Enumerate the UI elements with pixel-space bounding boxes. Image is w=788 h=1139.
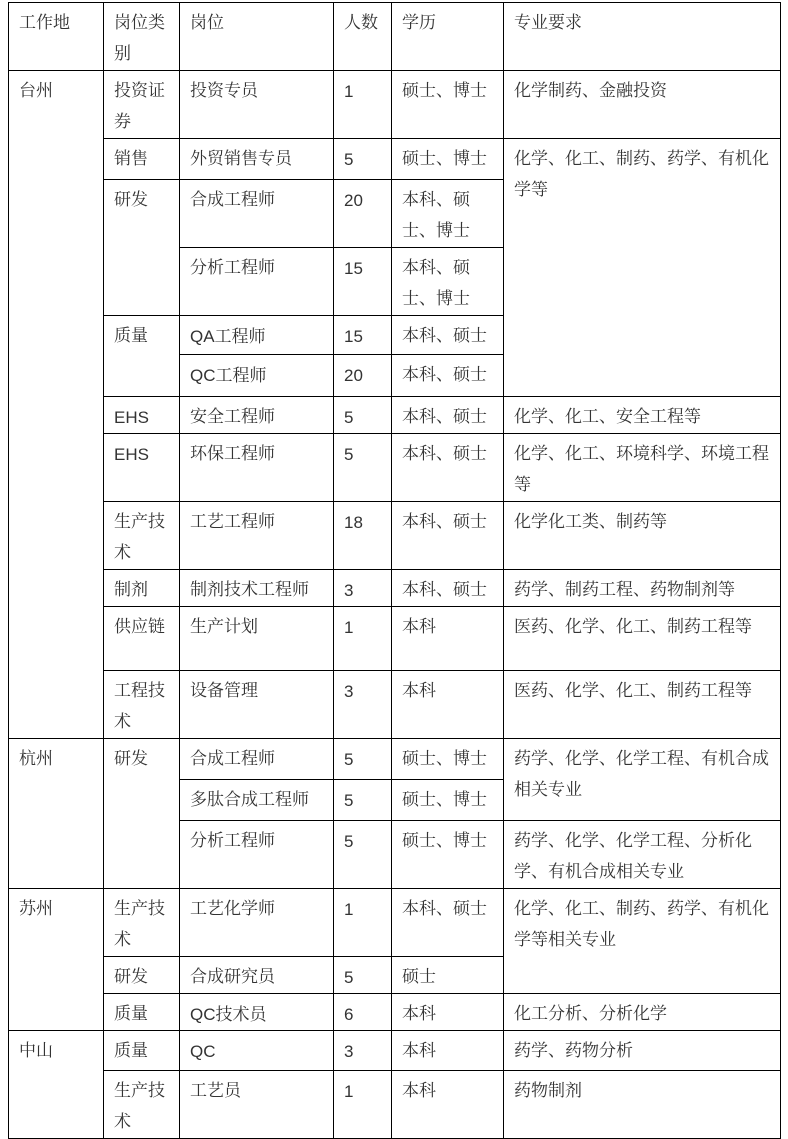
header-position: 岗位 <box>180 3 334 71</box>
category-cell: 质量 <box>104 316 180 397</box>
major-cell: 化学、化工、制药、药学、有机化学等 <box>504 139 781 397</box>
category-cell: 供应链 <box>104 607 180 671</box>
education-cell: 本科、硕士、博士 <box>392 180 504 248</box>
category-cell: 销售 <box>104 139 180 180</box>
table-row <box>9 1071 781 1139</box>
category-cell: EHS <box>104 397 180 434</box>
position-cell: QC工程师 <box>180 355 334 397</box>
table-row <box>9 397 781 434</box>
position-cell: 工艺员 <box>180 1071 334 1139</box>
count-cell: 5 <box>334 397 392 434</box>
education-cell: 硕士、博士 <box>392 739 504 780</box>
major-cell: 医药、化学、化工、制药工程等 <box>504 671 781 739</box>
category-cell: 质量 <box>104 994 180 1031</box>
education-cell: 本科、硕士 <box>392 355 504 397</box>
position-cell: 外贸销售专员 <box>180 139 334 180</box>
count-cell: 3 <box>334 1031 392 1071</box>
education-cell: 本科 <box>392 1071 504 1139</box>
table-row <box>9 607 781 671</box>
category-cell: 质量 <box>104 1031 180 1071</box>
position-cell: 生产计划 <box>180 607 334 671</box>
category-cell: 投资证券 <box>104 71 180 139</box>
education-cell: 硕士、博士 <box>392 71 504 139</box>
count-cell: 18 <box>334 502 392 570</box>
location-cell: 杭州 <box>9 739 104 889</box>
major-cell: 化学、化工、安全工程等 <box>504 397 781 434</box>
count-cell: 5 <box>334 821 392 889</box>
count-cell: 3 <box>334 570 392 607</box>
table-row <box>9 1031 781 1071</box>
count-cell: 3 <box>334 671 392 739</box>
major-cell: 药学、制药工程、药物制剂等 <box>504 570 781 607</box>
category-cell: 生产技术 <box>104 1071 180 1139</box>
major-cell: 化学、化工、环境科学、环境工程等 <box>504 434 781 502</box>
position-cell: 投资专员 <box>180 71 334 139</box>
major-cell: 药物制剂 <box>504 1071 781 1139</box>
location-cell: 台州 <box>9 71 104 739</box>
header-location: 工作地 <box>9 3 104 71</box>
table-row <box>9 570 781 607</box>
table-row <box>9 739 781 780</box>
count-cell: 5 <box>334 739 392 780</box>
table-row <box>9 502 781 570</box>
position-cell: 分析工程师 <box>180 248 334 316</box>
header-major: 专业要求 <box>504 3 781 71</box>
position-cell: 安全工程师 <box>180 397 334 434</box>
education-cell: 本科、硕士 <box>392 570 504 607</box>
major-cell: 化学制药、金融投资 <box>504 71 781 139</box>
category-cell: EHS <box>104 434 180 502</box>
education-cell: 本科、硕士 <box>392 397 504 434</box>
position-cell: 多肽合成工程师 <box>180 780 334 821</box>
count-cell: 5 <box>334 780 392 821</box>
count-cell: 1 <box>334 71 392 139</box>
major-cell: 医药、化学、化工、制药工程等 <box>504 607 781 671</box>
category-cell: 生产技术 <box>104 889 180 957</box>
count-cell: 5 <box>334 139 392 180</box>
table-header-row <box>9 3 781 71</box>
position-cell: QC技术员 <box>180 994 334 1031</box>
education-cell: 本科 <box>392 994 504 1031</box>
major-cell: 化学化工类、制药等 <box>504 502 781 570</box>
major-cell: 化学、化工、制药、药学、有机化学等相关专业 <box>504 889 781 994</box>
position-cell: 分析工程师 <box>180 821 334 889</box>
category-cell: 制剂 <box>104 570 180 607</box>
category-cell: 研发 <box>104 739 180 889</box>
education-cell: 硕士、博士 <box>392 780 504 821</box>
education-cell: 本科 <box>392 607 504 671</box>
position-cell: QA工程师 <box>180 316 334 355</box>
category-cell: 工程技术 <box>104 671 180 739</box>
position-cell: 设备管理 <box>180 671 334 739</box>
count-cell: 6 <box>334 994 392 1031</box>
location-cell: 苏州 <box>9 889 104 1031</box>
count-cell: 5 <box>334 434 392 502</box>
category-cell: 生产技术 <box>104 502 180 570</box>
education-cell: 本科、硕士 <box>392 889 504 957</box>
position-cell: 合成研究员 <box>180 957 334 994</box>
education-cell: 硕士、博士 <box>392 139 504 180</box>
position-cell: 工艺化学师 <box>180 889 334 957</box>
education-cell: 本科、硕士、博士 <box>392 248 504 316</box>
category-cell: 研发 <box>104 957 180 994</box>
major-cell: 药学、药物分析 <box>504 1031 781 1071</box>
major-cell: 药学、化学、化学工程、分析化学、有机合成相关专业 <box>504 821 781 889</box>
position-cell: 合成工程师 <box>180 180 334 248</box>
position-cell: QC <box>180 1031 334 1071</box>
header-category: 岗位类别 <box>104 3 180 71</box>
count-cell: 5 <box>334 957 392 994</box>
count-cell: 20 <box>334 180 392 248</box>
education-cell: 硕士、博士 <box>392 821 504 889</box>
position-cell: 工艺工程师 <box>180 502 334 570</box>
header-education: 学历 <box>392 3 504 71</box>
table-row <box>9 71 781 139</box>
position-cell: 环保工程师 <box>180 434 334 502</box>
recruitment-table <box>8 2 781 1139</box>
count-cell: 1 <box>334 607 392 671</box>
count-cell: 1 <box>334 1071 392 1139</box>
count-cell: 20 <box>334 355 392 397</box>
table-row <box>9 671 781 739</box>
education-cell: 本科 <box>392 1031 504 1071</box>
count-cell: 1 <box>334 889 392 957</box>
education-cell: 本科 <box>392 671 504 739</box>
major-cell: 化工分析、分析化学 <box>504 994 781 1031</box>
table-row <box>9 434 781 502</box>
location-cell: 中山 <box>9 1031 104 1139</box>
position-cell: 合成工程师 <box>180 739 334 780</box>
education-cell: 本科、硕士 <box>392 316 504 355</box>
count-cell: 15 <box>334 316 392 355</box>
header-count: 人数 <box>334 3 392 71</box>
table-row <box>9 139 781 180</box>
table-row <box>9 994 781 1031</box>
count-cell: 15 <box>334 248 392 316</box>
education-cell: 本科、硕士 <box>392 434 504 502</box>
position-cell: 制剂技术工程师 <box>180 570 334 607</box>
table-row <box>9 889 781 957</box>
education-cell: 硕士 <box>392 957 504 994</box>
category-cell: 研发 <box>104 180 180 316</box>
major-cell: 药学、化学、化学工程、有机合成相关专业 <box>504 739 781 821</box>
education-cell: 本科、硕士 <box>392 502 504 570</box>
